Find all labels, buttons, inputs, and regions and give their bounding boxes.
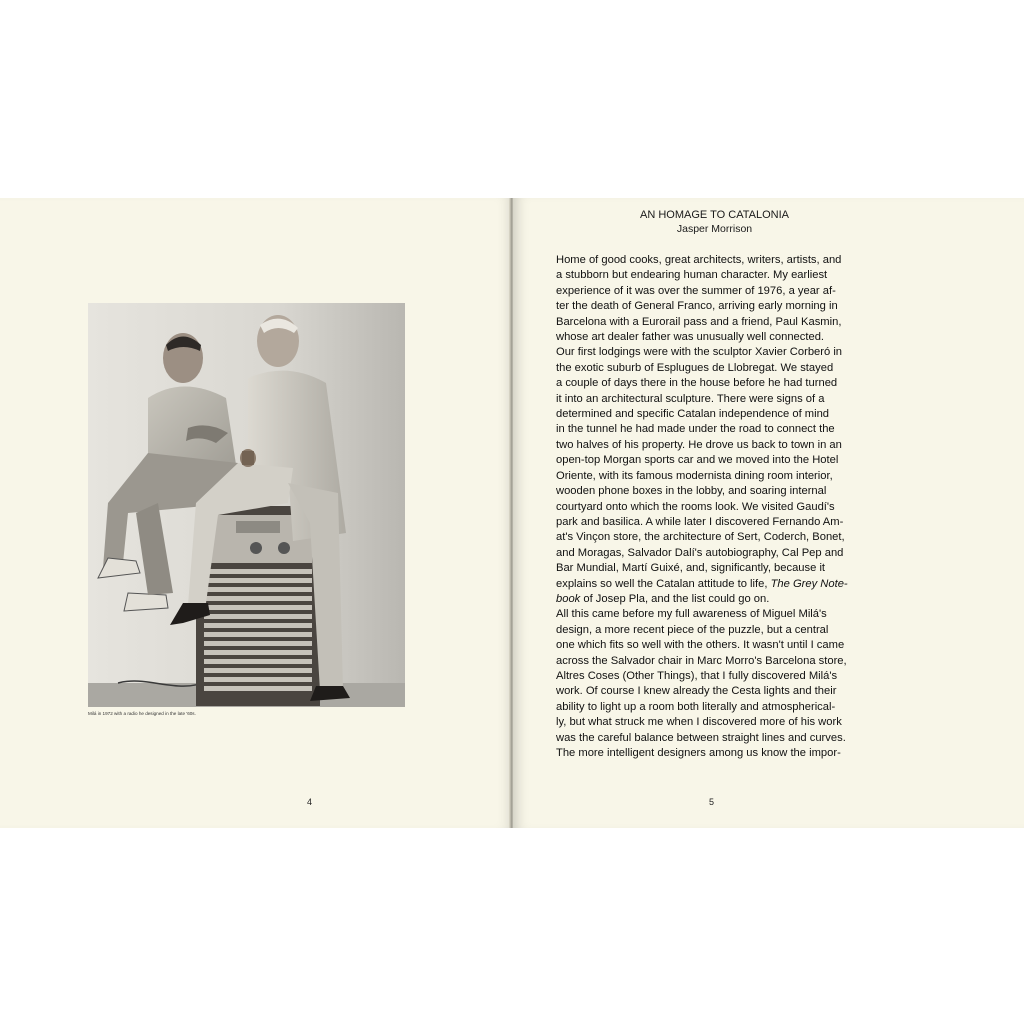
book-title-italic: The Grey Note- — [770, 577, 848, 590]
body-line: design, a more recent piece of the puzzle, but a central — [556, 623, 829, 636]
article-author: Jasper Morrison — [676, 223, 753, 235]
body-line: Altres Coses (Other Things), that I fully discovered Milá's — [556, 669, 838, 682]
body-line: was the careful balance between straight lines and curves. — [556, 731, 846, 744]
page-number-left: 4 — [307, 797, 313, 807]
page-number-right: 5 — [709, 797, 715, 807]
body-line-start: explains so well the Catalan attitude to life, — [556, 577, 768, 590]
body-line: determined and specific Catalan independence of mind — [556, 408, 830, 421]
photo-caption: Milá in 1972 with a radio he designed in the late '60s. — [88, 711, 196, 716]
right-page — [513, 198, 1024, 828]
body-line: All this came before my full awareness of Miguel Milá's — [556, 608, 827, 621]
body-line — [556, 577, 886, 592]
left-page — [0, 198, 511, 828]
body-line: Bar Mundial, Martí Guixé, and, significantly, because it — [556, 562, 826, 575]
body-line: The more intelligent designers among us know the impor- — [556, 747, 841, 759]
body-line: experience of it was over the summer of 1976, a year af- — [556, 284, 836, 297]
photograph — [88, 303, 405, 707]
body-line: whose art dealer father was unusually well connected. — [556, 331, 825, 344]
body-line: open-top Morgan sports car and we moved into the Hotel — [556, 454, 839, 467]
body-line: in the tunnel he had made under the road to connect the — [556, 423, 835, 436]
body-line: park and basilica. A while later I discovered Fernando Am- — [556, 515, 844, 528]
body-line: a stubborn but endearing human character. My earliest — [556, 269, 828, 282]
body-line: courtyard onto which the rooms look. We visited Gaudí's — [556, 500, 835, 513]
body-line: ly, but what struck me when I discovered more of his work — [556, 716, 842, 729]
body-line: and Moragas, Salvador Dalí's autobiography, Cal Pep and — [556, 546, 844, 559]
book-title-italic-end: book — [556, 592, 581, 605]
article-body — [556, 253, 886, 761]
body-line: ability to light up a room both literally and atmospherical- — [556, 700, 836, 713]
body-line: work. Of course I knew already the Cesta lights and their — [556, 685, 837, 698]
body-line — [556, 592, 886, 607]
body-line: one which fits so well with the others. It wasn't until I came — [556, 639, 845, 652]
body-line: Our first lodgings were with the sculptor Xavier Corberó in — [556, 346, 843, 359]
body-line: Oriente, with its famous modernista dining room interior, — [556, 469, 833, 482]
article-title: AN HOMAGE TO CATALONIA — [640, 209, 789, 221]
body-line: two halves of his property. He drove us back to town in an — [556, 438, 842, 451]
article-heading — [513, 208, 916, 236]
body-line: at's Vinçon store, the architecture of Sert, Coderch, Bonet, — [556, 531, 845, 544]
body-line: it into an architectural sculpture. There were signs of a — [556, 392, 825, 405]
photo-illustration — [88, 303, 405, 707]
body-line: wooden phone boxes in the lobby, and soaring internal — [556, 485, 827, 498]
body-line: the exotic suburb of Esplugues de Llobregat. We stayed — [556, 361, 834, 374]
body-line: across the Salvador chair in Marc Morro's Barcelona store, — [556, 654, 847, 667]
body-line: a couple of days there in the house before he had turned — [556, 377, 838, 390]
body-line-end: of Josep Pla, and the list could go on. — [580, 592, 770, 605]
body-line: Barcelona with a Eurorail pass and a friend, Paul Kasmin, — [556, 315, 842, 328]
book-spread — [0, 198, 1024, 828]
body-line: ter the death of General Franco, arriving early morning in — [556, 300, 838, 313]
body-line: Home of good cooks, great architects, writers, artists, and — [556, 254, 842, 266]
